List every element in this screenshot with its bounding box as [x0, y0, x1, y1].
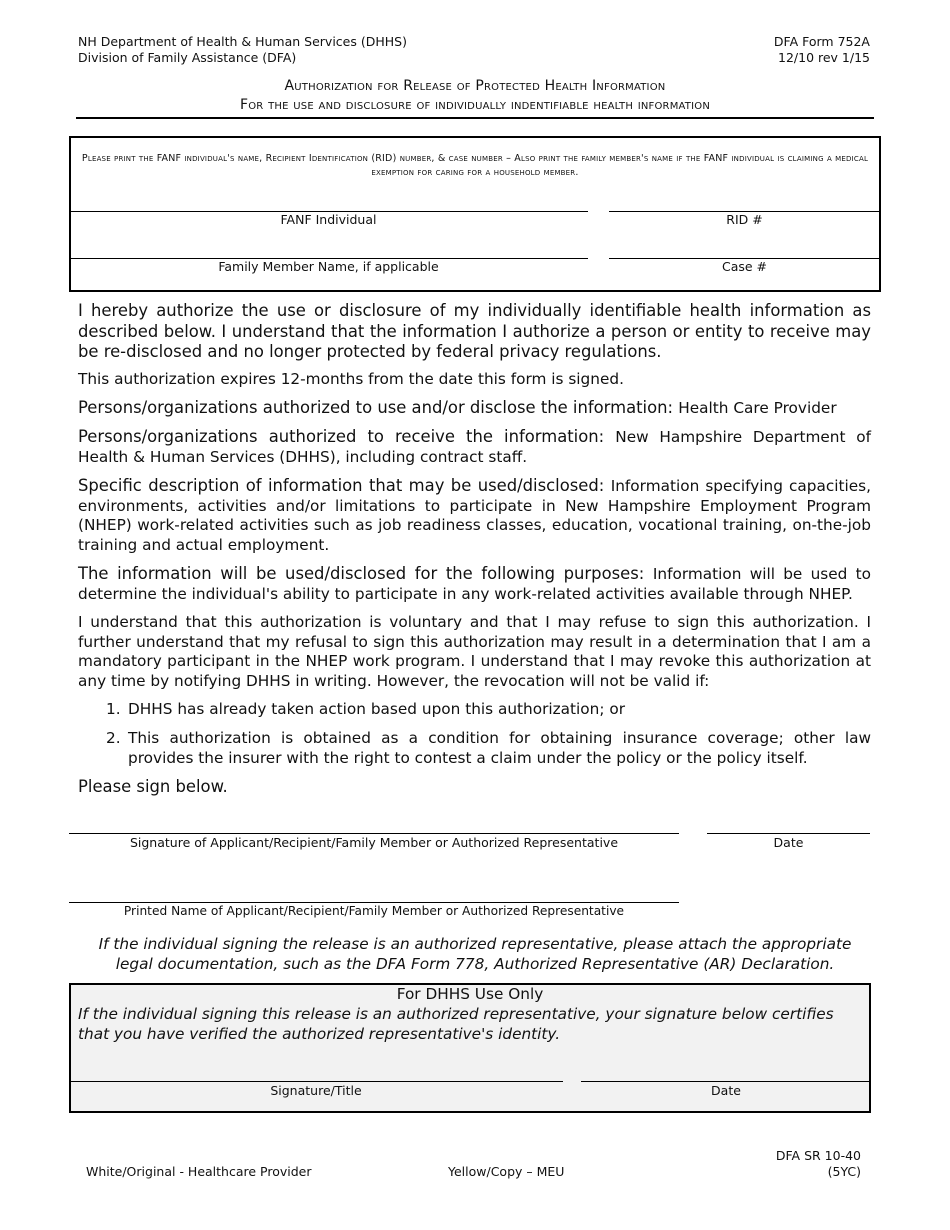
- purpose-lead: The information will be used/disclosed for the following purposes:: [78, 564, 653, 583]
- expiration-paragraph: This authorization expires 12-months from the date this form is signed.: [78, 370, 624, 388]
- list-number-2: 2.: [106, 729, 121, 747]
- receiving-persons-value: New Hampshire Department of Health & Human Services (DHHS), including contract staff.: [78, 428, 872, 466]
- dhhs-date-label: Date: [711, 1083, 741, 1098]
- list-item-1: DHHS has already taken action based upon this authorization; or: [128, 700, 626, 718]
- form-date: 12/10 rev 1/15: [778, 50, 870, 65]
- purpose-paragraph: [78, 564, 871, 604]
- dhhs-date-field[interactable]: [584, 1050, 868, 1080]
- form-code-sub: (5YC): [827, 1164, 861, 1179]
- printed-name-field[interactable]: [72, 868, 676, 901]
- date-field[interactable]: [710, 800, 868, 832]
- rid-field[interactable]: [612, 230, 877, 256]
- rid-label: RID #: [726, 212, 763, 227]
- authorization-paragraph: [78, 301, 871, 363]
- printed-name-line: [69, 902, 679, 903]
- form-subtitle: For the use and disclosure of individually indentifiable health information: [239, 97, 711, 113]
- division-name: Division of Family Assistance (DFA): [78, 50, 297, 65]
- information-description-paragraph: [78, 476, 871, 555]
- signature-field[interactable]: [72, 800, 676, 832]
- disclosing-persons-paragraph: [78, 398, 871, 419]
- yellow-copy-note: Yellow/Copy – MEU: [448, 1164, 565, 1179]
- fanf-individual-label: FANF Individual: [280, 212, 377, 227]
- form-number: DFA Form 752A: [773, 34, 870, 49]
- signature-line: [69, 833, 679, 834]
- list-item-2-text: This authorization is obtained as a condition for obtaining insurance coverage; other law provides the insurer with the right to contest a claim under the policy or the policy itself.: [128, 729, 871, 767]
- form-code: DFA SR 10-40: [775, 1148, 861, 1163]
- identification-instructions: Please print the FANF individual's name, Recipient Identification (RID) number, & case number – Also print the family member's name if the FANF individual is claiming a medical exemption for caring for a household member.: [81, 153, 869, 178]
- fanf-individual-field[interactable]: [72, 230, 584, 256]
- dhhs-signature-line: [69, 1081, 563, 1082]
- date-label: Date: [773, 835, 804, 850]
- dhhs-signature-label: Signature/Title: [270, 1083, 362, 1098]
- dhhs-use-text: If the individual signing this release is an authorized representative, your signature below certifies that you have verified the authorized representative's identity.: [78, 1005, 834, 1043]
- agency-name: NH Department of Health & Human Services (DHHS): [78, 34, 407, 49]
- information-description-value: Information specifying capacities, environments, activities and/or limitations to participate in New Hampshire Employment Program (NHEP) work-related activities such as job readiness classes, education, vocational training, on-the-job training and actual employment.: [78, 477, 871, 554]
- receiving-persons-lead: Persons/organizations authorized to receive the information:: [78, 427, 616, 446]
- purpose-value: Information will be used to determine the individual's ability to participate in any work-related activities available through NHEP.: [78, 565, 871, 603]
- printed-name-label: Printed Name of Applicant/Recipient/Family Member or Authorized Representative: [123, 904, 625, 918]
- disclosing-persons-value: Health Care Provider: [678, 399, 837, 417]
- voluntary-paragraph: I understand that this authorization is voluntary and that I may refuse to sign this authorization. I further understand that my refusal to sign this authorization may result in a determination that I am a mandatory participant in the NHEP work program. I understand that I may revoke this authorization at any time by notifying DHHS in writing. However, the revocation will not be valid if:: [78, 613, 871, 690]
- list-item-2: [128, 729, 871, 768]
- date-line: [707, 833, 870, 834]
- receiving-persons-paragraph: [78, 427, 871, 467]
- information-description-lead: Specific description of information that may be used/disclosed:: [78, 476, 611, 495]
- family-member-label: Family Member Name, if applicable: [218, 259, 439, 274]
- list-number-1: 1.: [106, 700, 121, 718]
- dhhs-use-heading: For DHHS Use Only: [396, 985, 544, 1003]
- dhhs-date-line: [581, 1081, 871, 1082]
- authorization-text: I hereby authorize the use or disclosure of my individually identifiable health information as described below. I understand that the information I authorize a person or entity to receive may be re-disclosed and no longer protected by federal privacy regulations.: [78, 301, 871, 362]
- authorized-representative-note: If the individual signing the release is an authorized representative, please attach the appropriate legal documentation, such as the DFA Form 778, Authorized Representative (AR) Declaration.: [98, 935, 852, 973]
- dhhs-signature-field[interactable]: [72, 1050, 560, 1080]
- title-rule: [76, 117, 874, 119]
- sign-prompt: Please sign below.: [78, 777, 228, 796]
- white-copy-note: White/Original - Healthcare Provider: [86, 1164, 312, 1179]
- form-title: Authorization for Release of Protected Health Information: [284, 78, 666, 94]
- case-number-label: Case #: [721, 259, 768, 274]
- signature-label: Signature of Applicant/Recipient/Family Member or Authorized Representative: [129, 835, 619, 850]
- disclosing-persons-lead: Persons/organizations authorized to use and/or disclose the information:: [78, 398, 679, 417]
